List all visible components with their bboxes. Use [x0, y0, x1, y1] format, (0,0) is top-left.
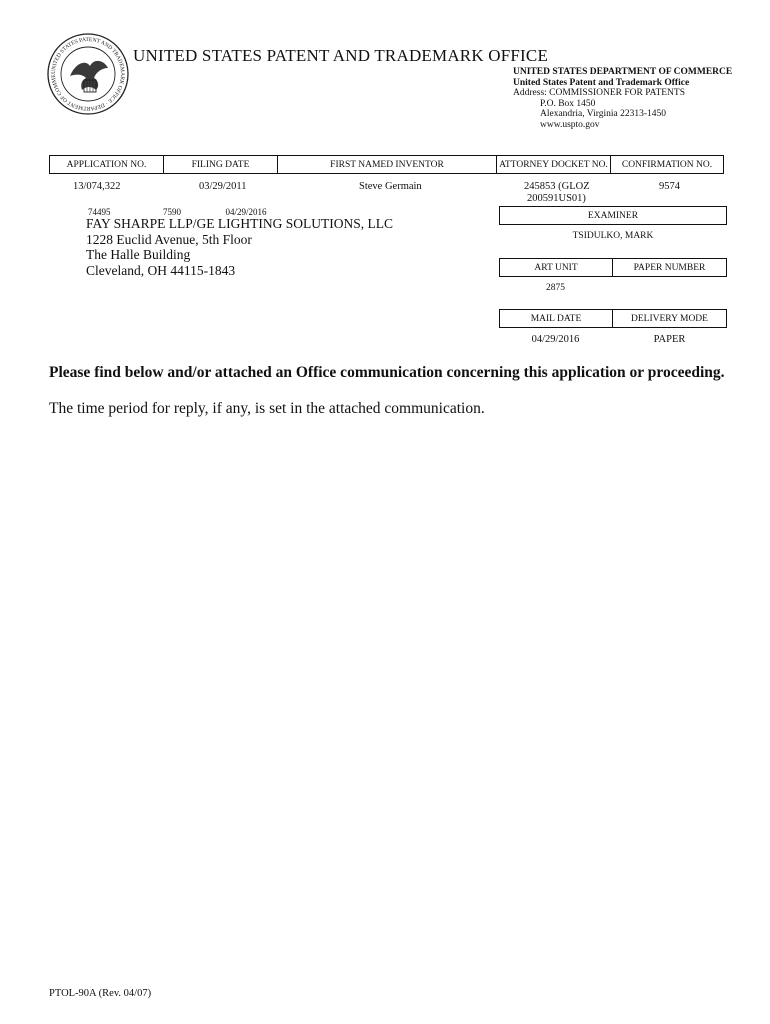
art-unit-value: 2875	[546, 283, 565, 293]
delivery-mode-value: PAPER	[653, 334, 686, 345]
address-street: 1228 Euclid Avenue, 5th Floor	[86, 231, 252, 247]
col-attorney-docket-no: ATTORNEY DOCKET NO.	[497, 156, 611, 174]
address-building: The Halle Building	[86, 247, 191, 262]
inventor-value: Steve Germain	[359, 181, 422, 192]
art-unit-label: ART UNIT	[500, 259, 613, 277]
notice-body: The time period for reply, if any, is set in the attached communication.	[49, 400, 485, 417]
attorney-docket-value-1: 245853 (GLOZ	[524, 181, 590, 192]
col-confirmation-no: CONFIRMATION NO.	[611, 156, 724, 174]
examiner-box	[499, 206, 727, 225]
col-filing-date: FILING DATE	[164, 156, 278, 174]
address-line-2: P.O. Box 1450	[540, 98, 596, 109]
confirmation-no-value: 9574	[659, 181, 680, 192]
mail-date-value: 04/29/2016	[531, 334, 580, 345]
department-block	[513, 67, 732, 130]
customer-number: 74495	[88, 207, 111, 217]
correspondence-date: 04/29/2016	[225, 207, 267, 217]
address-firm: FAY SHARPE LLP/GE LIGHTING SOLUTIONS, LLC	[86, 216, 394, 231]
art-unit-box	[499, 258, 727, 277]
form-identifier: PTOL-90A (Rev. 04/07)	[49, 988, 152, 999]
address-line-4: www.uspto.gov	[540, 119, 600, 130]
address-label: Address:	[513, 88, 547, 98]
address-line-1: COMMISSIONER FOR PATENTS	[549, 88, 686, 98]
dept-line-1: UNITED STATES DEPARTMENT OF COMMERCE	[513, 67, 733, 77]
filing-date-value: 03/29/2011	[199, 181, 247, 192]
office-title: UNITED STATES PATENT AND TRADEMARK OFFICE	[133, 46, 549, 65]
mail-date-label: MAIL DATE	[500, 310, 613, 328]
application-header-table	[49, 155, 724, 174]
uspto-seal-logo	[46, 32, 130, 116]
delivery-mode-label: DELIVERY MODE	[613, 310, 727, 328]
dept-line-2: United States Patent and Trademark Office	[513, 77, 690, 88]
correspondence-address	[86, 216, 393, 278]
examiner-value: TSIDULKO, MARK	[572, 231, 654, 241]
examiner-label: EXAMINER	[500, 207, 727, 225]
svg-text:UNITED STATES PATENT AND TRADE: UNITED STATES PATENT AND TRADEMARK OFFICE · DEPARTMENT OF COMME	[50, 36, 126, 112]
form-code: 7590	[163, 207, 181, 217]
col-first-named-inventor: FIRST NAMED INVENTOR	[278, 156, 497, 174]
col-application-no: APPLICATION NO.	[50, 156, 164, 174]
notice-heading: Please find below and/or attached an Office communication concerning this application or proceeding.	[49, 364, 725, 381]
dept-address-line-1	[513, 88, 732, 99]
application-no-value: 13/074,322	[73, 181, 121, 192]
address-line-3: Alexandria, Virginia 22313-1450	[540, 109, 666, 119]
mail-date-box	[499, 309, 727, 328]
address-city: Cleveland, OH 44115-1843	[86, 262, 236, 278]
attorney-docket-value-2: 200591US01)	[527, 193, 586, 204]
paper-number-label: PAPER NUMBER	[613, 259, 727, 277]
